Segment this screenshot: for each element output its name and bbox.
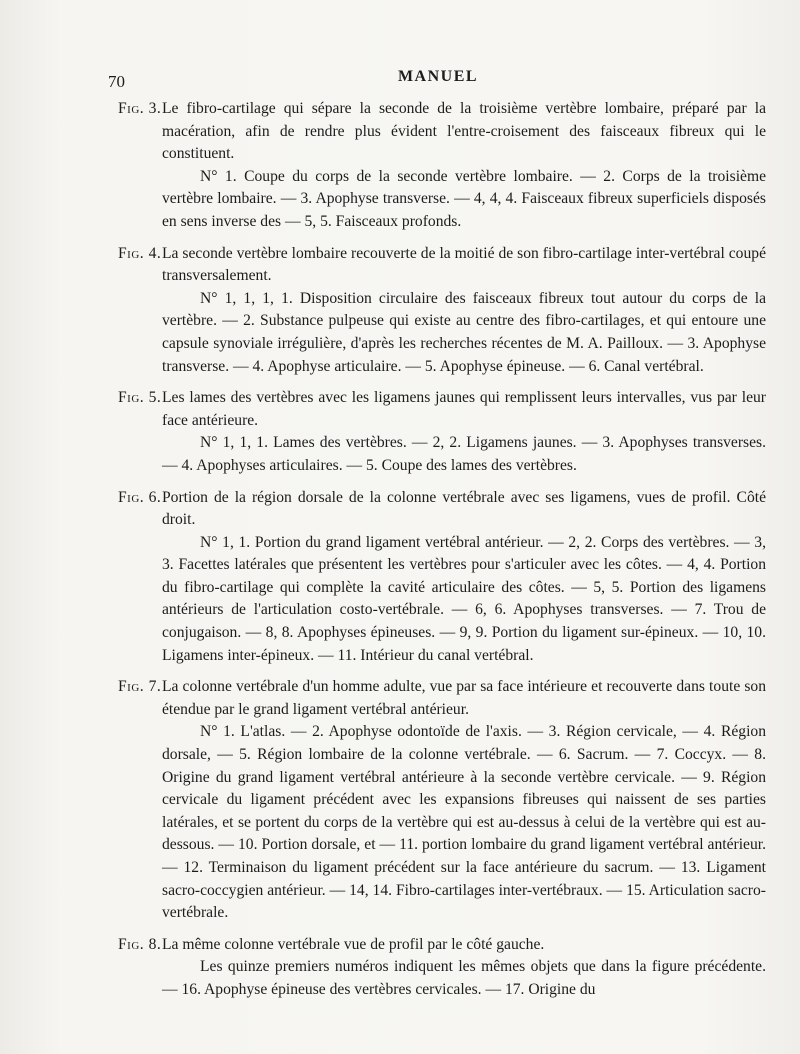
caption-text: Portion de la région dorsale de la colonne vertébrale avec ses ligamens, vues de profil. Côté droit. [162,488,766,529]
caption-text: Le fibro-cartilage qui sépare la seconde de la troisième vertèbre lombaire, préparé par la macération, afin de rendre plus évident l'entre-croisement des faisceaux fibreux qui le constituent. [162,100,766,163]
caption-text: La seconde vertèbre lombaire recouverte de la moitié de son fibro-cartilage inter-vertébral coupé transversalement. [162,244,766,285]
figure-caption [118,676,766,721]
figure-entry-7 [118,676,766,925]
figure-caption [118,98,766,166]
figure-label: Fig. 6. [118,488,162,506]
figure-legend: N° 1, 1. Portion du grand ligament vertébral antérieur. — 2, 2. Corps des vertèbres. — 3, 3. Facettes latérales que présentent les vertèbres pour s'articuler avec les côtes. — 4, 4. Portion du fibro-cartilage qui complète la cavité articulaire des côtes. — 5, 5. Portion des ligamens antérieurs de l'articulation costo-vertébrale. — 6, 6. Apophyses transverses. — 7. Trou de conjugaison. — 8, 8. Apophyses épineuses. — 9, 9. Portion du ligament sur-épineux. — 10, 10. Ligamens inter-épineux. — 11. Intérieur du canal vertébral. [162,533,766,664]
figure-legend: N° 1, 1, 1, 1. Disposition circulaire des faisceaux fibreux tout autour du corps de la vertèbre. — 2. Substance pulpeuse qui existe au centre des fibro-cartilages, et qui entoure une capsule synoviale irrégulière, d'après les recherches récentes de M. A. Pailloux. — 3. Apophyse transverse. — 4. Apophyse articulaire. — 5. Apophyse épineuse. — 6. Canal vertébral. [162,289,766,375]
figure-entry-3 [118,98,766,234]
figure-legend: Les quinze premiers numéros indiquent les mêmes objets que dans la figure précédente. — 16. Apophyse épineuse des vertèbres cervicales. — 17. Origine du [162,958,766,998]
figure-caption [118,243,766,288]
figure-entry-5 [118,387,766,477]
caption-text: La même colonne vertébrale vue de profil par le côté gauche. [162,935,545,953]
running-head: MANUEL [397,68,479,85]
figure-legend: N° 1. Coupe du corps de la seconde vertèbre lombaire. — 2. Corps de la troisième vertèbre lombaire. — 3. Apophyse transverse. — 4, 4, 4. Faisceaux fibreux superficiels disposés en sens inverse des — 5, 5. Faisceaux profonds. [162,167,766,230]
figure-caption [118,934,766,957]
figure-legend: N° 1, 1, 1. Lames des vertèbres. — 2, 2. Ligamens jaunes. — 3. Apophyses transverses. — 4. Apophyses articulaires. — 5. Coupe des lames des vertèbres. [162,434,766,474]
page-number: 70 [108,72,125,91]
page-header [108,66,768,92]
figure-caption [118,387,766,432]
figure-label: Fig. 8. [118,935,162,953]
figure-label: Fig. 5. [118,389,162,407]
figure-label: Fig. 3. [118,100,162,117]
figure-entry-6 [118,487,766,668]
figure-entry-4 [118,243,766,379]
figure-entry-8 [118,934,766,1002]
caption-text: La colonne vertébrale d'un homme adulte, vue par sa face intérieure et recouverte dans toute son étendue par le grand ligament vertébral antérieur. [162,678,766,718]
figure-label: Fig. 4. [118,244,162,262]
figure-descriptions [118,98,766,1011]
figure-caption [118,487,766,532]
caption-text: Les lames des vertèbres avec les ligamens jaunes qui remplissent leurs intervalles, vus par leur face antérieure. [162,389,766,429]
figure-legend: N° 1. L'atlas. — 2. Apophyse odontoïde de l'axis. — 3. Région cervicale, — 4. Région dorsale, — 5. Région lombaire de la colonne vertébrale. — 6. Sacrum. — 7. Coccyx. — 8. Origine du grand ligament vertébral antérieure à la seconde vertèbre cervicale. — 9. Région cervicale du ligament précédent avec les expansions fibreuses qui naissent de ses parties latérales, et se portent du corps de la vertèbre qui est au-dessus à celui de la vertèbre qui est au-dessous. — 10. Portion dorsale, et — 11. portion lombaire du grand ligament vertébral antérieur. — 12. Terminaison du ligament précédent sur la face antérieure du sacrum. — 13. Ligament sacro-coccygien antérieur. — 14, 14. Fibro-cartilages inter-vertébraux. — 15. Articulation sacro-vertébrale. [162,723,766,922]
figure-label: Fig. 7. [118,678,162,696]
